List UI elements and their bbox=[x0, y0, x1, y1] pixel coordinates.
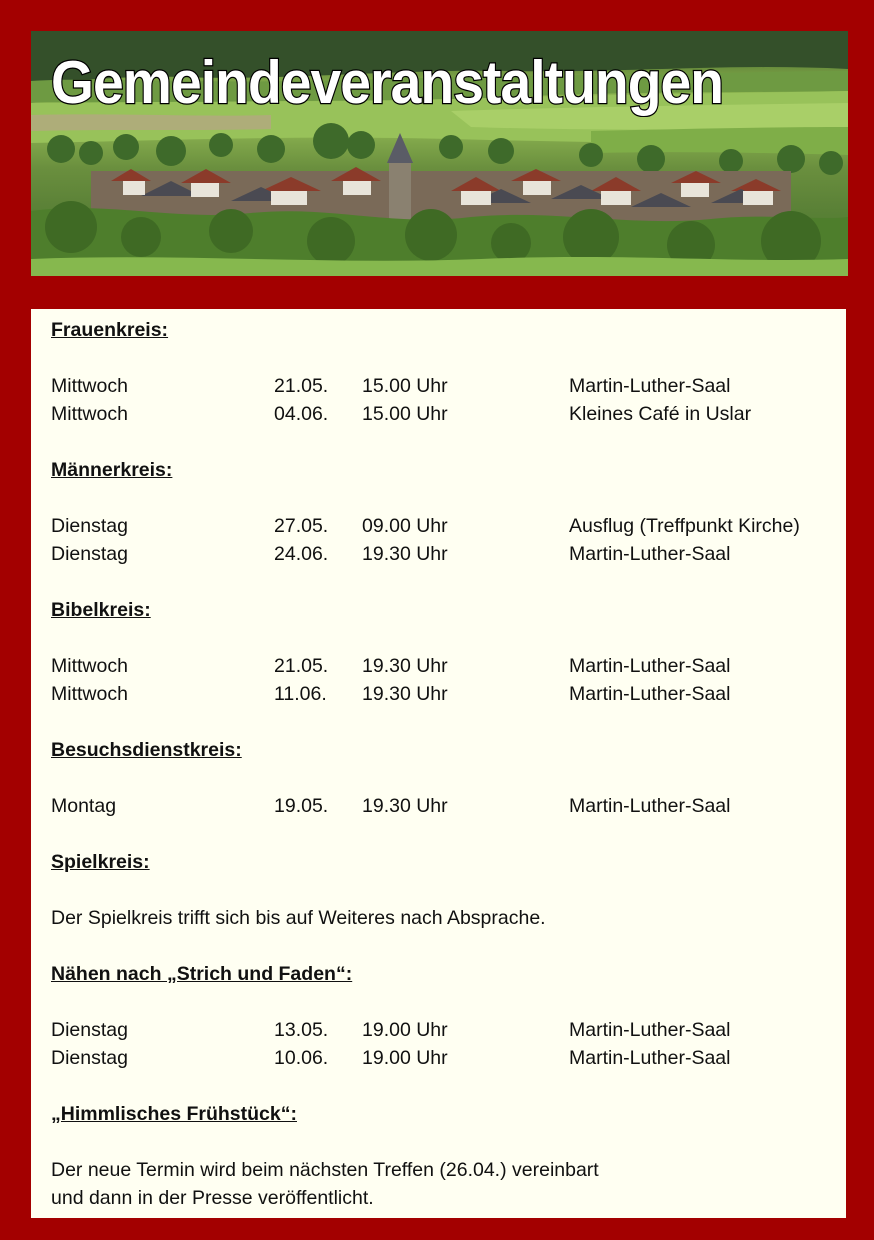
event-place: Kleines Café in Uslar bbox=[569, 403, 752, 425]
event-time: 19.00 Uhr bbox=[362, 1019, 448, 1041]
event-day: Dienstag bbox=[51, 543, 128, 565]
event-day: Dienstag bbox=[51, 1019, 128, 1041]
event-time: 15.00 Uhr bbox=[362, 403, 448, 425]
section-heading: Bibelkreis: bbox=[51, 599, 151, 621]
event-date: 19.05. bbox=[274, 795, 329, 817]
event-day: Mittwoch bbox=[51, 655, 128, 677]
section-note: Der neue Termin wird beim nächsten Treffen (26.04.) vereinbart bbox=[51, 1159, 599, 1181]
section-heading: Nähen nach „Strich und Faden“: bbox=[51, 963, 353, 985]
section-note: und dann in der Presse veröffentlicht. bbox=[51, 1187, 374, 1209]
event-place: Martin-Luther-Saal bbox=[569, 1019, 731, 1041]
event-place: Martin-Luther-Saal bbox=[569, 683, 731, 705]
event-row bbox=[31, 512, 846, 540]
event-date: 21.05. bbox=[274, 375, 329, 397]
event-date: 04.06. bbox=[274, 403, 329, 425]
section-heading: Männerkreis: bbox=[51, 459, 173, 481]
event-time: 19.30 Uhr bbox=[362, 655, 448, 677]
event-place: Martin-Luther-Saal bbox=[569, 543, 731, 565]
header-banner bbox=[31, 31, 848, 276]
event-row bbox=[31, 792, 846, 820]
event-time: 19.00 Uhr bbox=[362, 1047, 448, 1069]
event-list bbox=[31, 309, 846, 1218]
event-date: 10.06. bbox=[274, 1047, 329, 1069]
event-row bbox=[31, 372, 846, 400]
section-note: Der Spielkreis trifft sich bis auf Weiteres nach Absprache. bbox=[51, 907, 546, 929]
event-row bbox=[31, 652, 846, 680]
section-heading: Frauenkreis: bbox=[51, 319, 169, 341]
event-day: Montag bbox=[51, 795, 117, 817]
event-day: Dienstag bbox=[51, 1047, 128, 1069]
section-heading: Spielkreis: bbox=[51, 851, 150, 873]
event-place: Martin-Luther-Saal bbox=[569, 655, 731, 677]
event-date: 24.06. bbox=[274, 543, 329, 565]
event-time: 19.30 Uhr bbox=[362, 683, 448, 705]
event-date: 27.05. bbox=[274, 515, 329, 537]
event-place: Martin-Luther-Saal bbox=[569, 1047, 731, 1069]
event-day: Mittwoch bbox=[51, 375, 128, 397]
page-title: Gemeindeveranstaltungen bbox=[51, 49, 724, 116]
event-place: Ausflug (Treffpunkt Kirche) bbox=[569, 515, 800, 537]
section-heading: Besuchsdienstkreis: bbox=[51, 739, 242, 761]
event-row bbox=[31, 540, 846, 568]
event-time: 19.30 Uhr bbox=[362, 543, 448, 565]
event-time: 19.30 Uhr bbox=[362, 795, 448, 817]
event-date: 11.06. bbox=[274, 683, 327, 705]
event-date: 21.05. bbox=[274, 655, 329, 677]
event-row bbox=[31, 1016, 846, 1044]
event-date: 13.05. bbox=[274, 1019, 329, 1041]
event-time: 15.00 Uhr bbox=[362, 375, 448, 397]
event-day: Mittwoch bbox=[51, 683, 128, 705]
event-place: Martin-Luther-Saal bbox=[569, 795, 731, 817]
event-place: Martin-Luther-Saal bbox=[569, 375, 731, 397]
event-day: Dienstag bbox=[51, 515, 128, 537]
event-day: Mittwoch bbox=[51, 403, 128, 425]
event-time: 09.00 Uhr bbox=[362, 515, 448, 537]
event-row bbox=[31, 400, 846, 428]
event-row bbox=[31, 680, 846, 708]
event-row bbox=[31, 1044, 846, 1072]
section-heading: „Himmlisches Frühstück“: bbox=[51, 1103, 297, 1125]
